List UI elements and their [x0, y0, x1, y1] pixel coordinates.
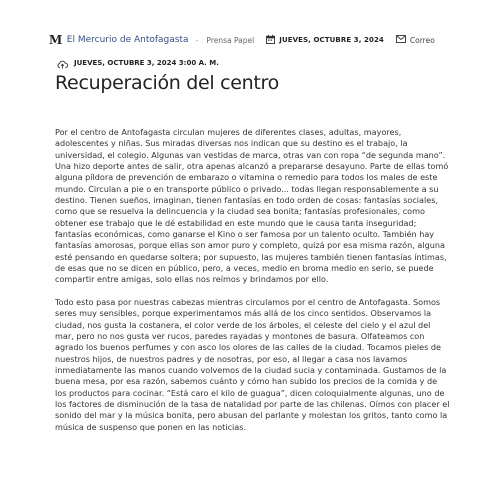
article-body	[55, 127, 451, 444]
publish-date: JUEVES, OCTUBRE 3, 2024	[279, 36, 384, 44]
mail-icon[interactable]	[396, 35, 406, 45]
header-separator: -	[195, 35, 199, 45]
source-link[interactable]: El Mercurio de Antofagasta	[66, 35, 189, 45]
article-header-bar	[49, 32, 435, 48]
mail-link[interactable]: Correo	[409, 35, 435, 45]
published-meta	[57, 57, 219, 69]
article-title: Recuperación del centro	[55, 72, 279, 94]
published-datetime: JUEVES, OCTUBRE 3, 2024 3:00 A. M.	[74, 59, 219, 67]
article-paragraph: Todo esto pasa por nuestras cabezas mientras circulamos por el centro de Antofagasta. Somos seres muy sensibles, porque experimentamos más allá de los cinco sentidos. Observamos la ciudad, nos gusta la costanera, el color verde de los árboles, el celeste del cielo y el azul del mar, pero no nos gusta ver rucos, paredes rayadas y montones de basura. Olfateamos con agrado los buenos perfumes y con asco los olores de las calles de la ciudad. Tocamos pieles de nuestros hijos, de nuestros padres y de nosotras, por eso, al llegar a casa nos lavamos inmediatamente las manos cuando volvemos de la ciudad sucia y contaminada. Gustamos de la buena mesa, por esa razón, sabemos cuánto y cómo han subido los precios de la comida y de los productos para cocinar. “Está caro el kilo de guagua”, dicen coloquialmente algunas, uno de los factores de disminución de la tasa de natalidad por parte de las chilenas. Oímos con placer el sonido del mar y la música bonita, pero abusan del parlante y molestan los gritos, tanto como la música de suspenso que ponen en las noticias.	[55, 296, 450, 432]
calendar-icon	[266, 35, 275, 46]
article-paragraph: Por el centro de Antofagasta circulan mujeres de diferentes clases, adultas, mayores, adolescentes y niñas. Sus miradas diversas nos indican que su destino es el trabajo, la universidad, el colegio. Algunas van vestidas de marca, otras van con ropa “de segunda mano”. Una hizo deporte antes de salir, otra apenas alcanzó a prepararse desayuno. Parte de ellas tomó alguna píldora de prevención de embarazo o vitamina o remedio para todos los males de este mundo. Circulan a pie o en transporte público o privado... todas llegan responsablemente a su destino. Tienen sueños, imaginan, tienen fantasías en todo orden de cosas: fantasías sociales, como que se resuelva la delincuencia y la ciudad sea bonita; fantasías profesionales, como obtener ese trabajo que le dé estabilidad en este mundo que le causa tanta inseguridad; fantasías económicas, como ganarse el Kino o ser famosa por un talento oculto. También hay fantasías amorosas, porque ellas son amor puro y completo, quizá por esa misma razón, alguna esté pensando en quedarse soltera; por supuesto, las mujeres también tienen fantasías íntimas, de esas que no se dicen en público, pero, a veces, medio en broma medio en serio, se puede compartir entre amigas, solo ellas nos reímos y brindamos por ello.	[55, 127, 449, 285]
category-label[interactable]: Prensa Papel	[206, 35, 255, 45]
source-logo[interactable]: M	[49, 33, 62, 47]
upload-icon	[57, 54, 68, 73]
